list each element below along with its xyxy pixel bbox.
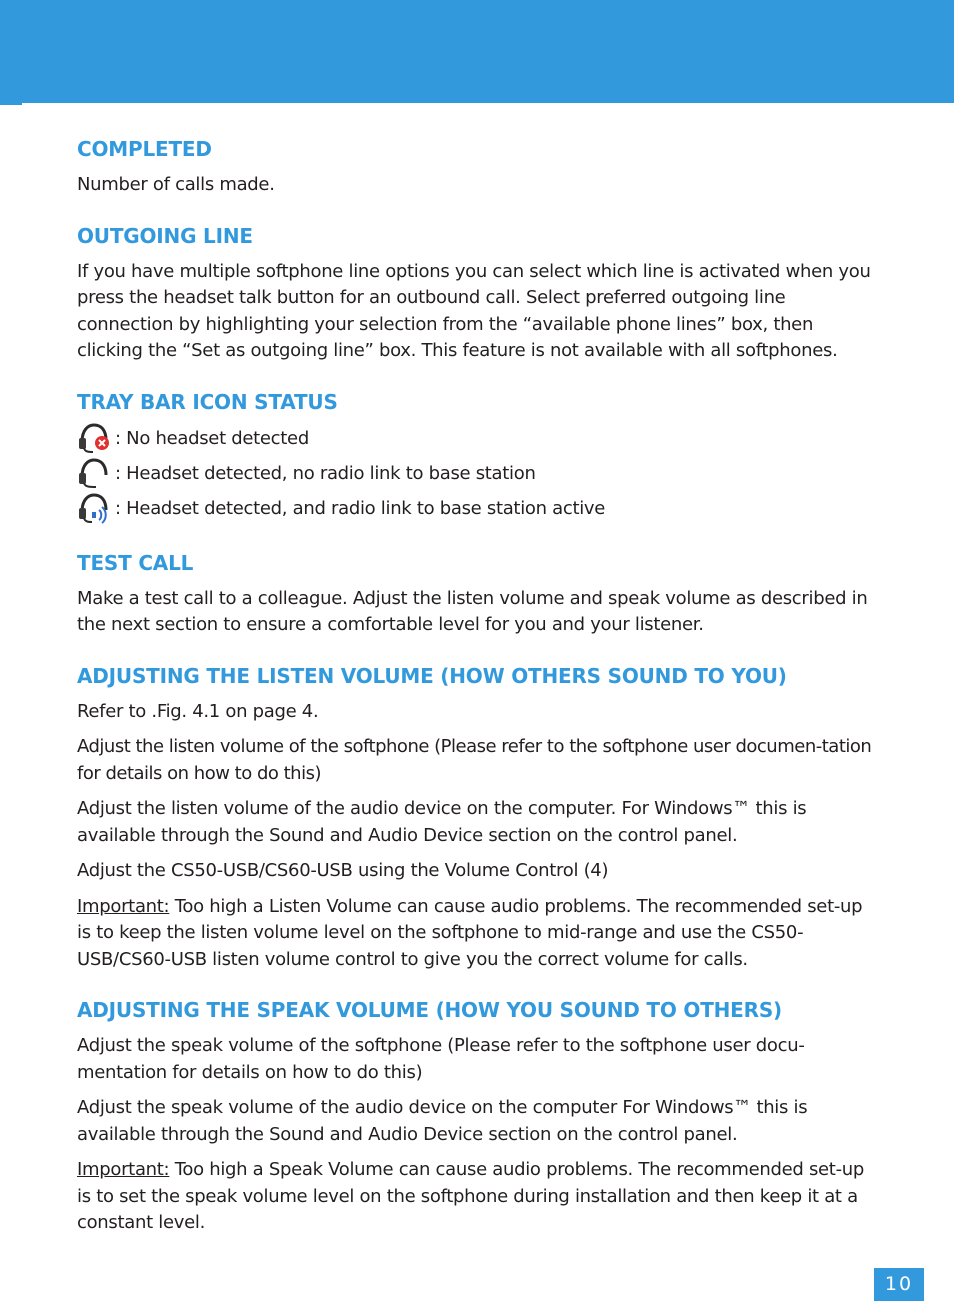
important-text: Too high a Speak Volume can cause audio problems. The recommended set-up is to set the speak volume level on the softphone during installation and then keep it at a constant level. [77,1159,864,1233]
listen-volume-softphone: Adjust the listen volume of the softphone (Please refer to the softphone user documen-tation for details on how to do this) [77,736,872,784]
page-content [77,134,877,1237]
heading-tray-bar-icon-status: TRAY BAR ICON STATUS [77,389,338,414]
speak-volume-softphone: Adjust the speak volume of the softphone (Please refer to the softphone user docu-mentation for details on how to do this) [77,1035,805,1083]
heading-outgoing-line: OUTGOING LINE [77,223,253,248]
header-band [0,0,954,103]
headset-no-headset-icon [77,421,111,455]
important-label: Important: [77,895,170,917]
tray-status-label: : No headset detected [115,427,309,449]
speak-volume-important [77,1157,877,1237]
tray-status-label: : Headset detected, and radio link to base station active [115,497,606,519]
tray-status-label: : Headset detected, no radio link to base station [115,462,536,484]
listen-volume-control: Adjust the CS50-USB/CS60-USB using the Volume Control (4) [77,860,609,881]
tray-status-row [77,421,877,456]
heading-completed: COMPLETED [77,137,212,161]
headset-detected-icon [77,456,111,490]
tray-status-row [77,491,877,526]
header-notch [0,103,22,105]
page-number: 10 [874,1268,924,1301]
headset-radio-active-icon [77,491,111,525]
test-call-text: Make a test call to a colleague. Adjust the listen volume and speak volume as described in the next section to ensure a comfortable level for you and your listener. [77,587,868,635]
tray-status-row [77,456,877,491]
completed-text: Number of calls made. [77,174,275,195]
listen-volume-important [77,894,877,974]
important-label: Important: [77,1159,170,1180]
listen-volume-ref: Refer to .Fig. 4.1 on page 4. [77,700,319,722]
listen-volume-audio-device: Adjust the listen volume of the audio device on the computer. For Windows™ this is available through the Sound and Audio Device section on the control panel. [77,798,807,846]
heading-speak-volume: ADJUSTING THE SPEAK VOLUME (HOW YOU SOUND TO OTHERS) [77,998,782,1022]
heading-listen-volume: ADJUSTING THE LISTEN VOLUME (HOW OTHERS SOUND TO YOU) [77,663,787,688]
outgoing-line-text: If you have multiple softphone line options you can select which line is activated when you press the headset talk button for an outbound call. Select preferred outgoing line connection by highlighting your selection from the “available phone lines” box, then clicking the “Set as outgoing line” box. This feature is not available with all softphones. [77,260,871,361]
important-text: Too high a Listen Volume can cause audio problems. The recommended set-up is to keep the listen volume level on the softphone to mid-range and use the CS50-USB/CS60-USB listen volume control to give you the correct volume for calls. [77,895,863,970]
speak-volume-audio-device: Adjust the speak volume of the audio device on the computer For Windows™ this is available through the Sound and Audio Device section on the control panel. [77,1097,808,1145]
heading-test-call: TEST CALL [77,550,194,575]
